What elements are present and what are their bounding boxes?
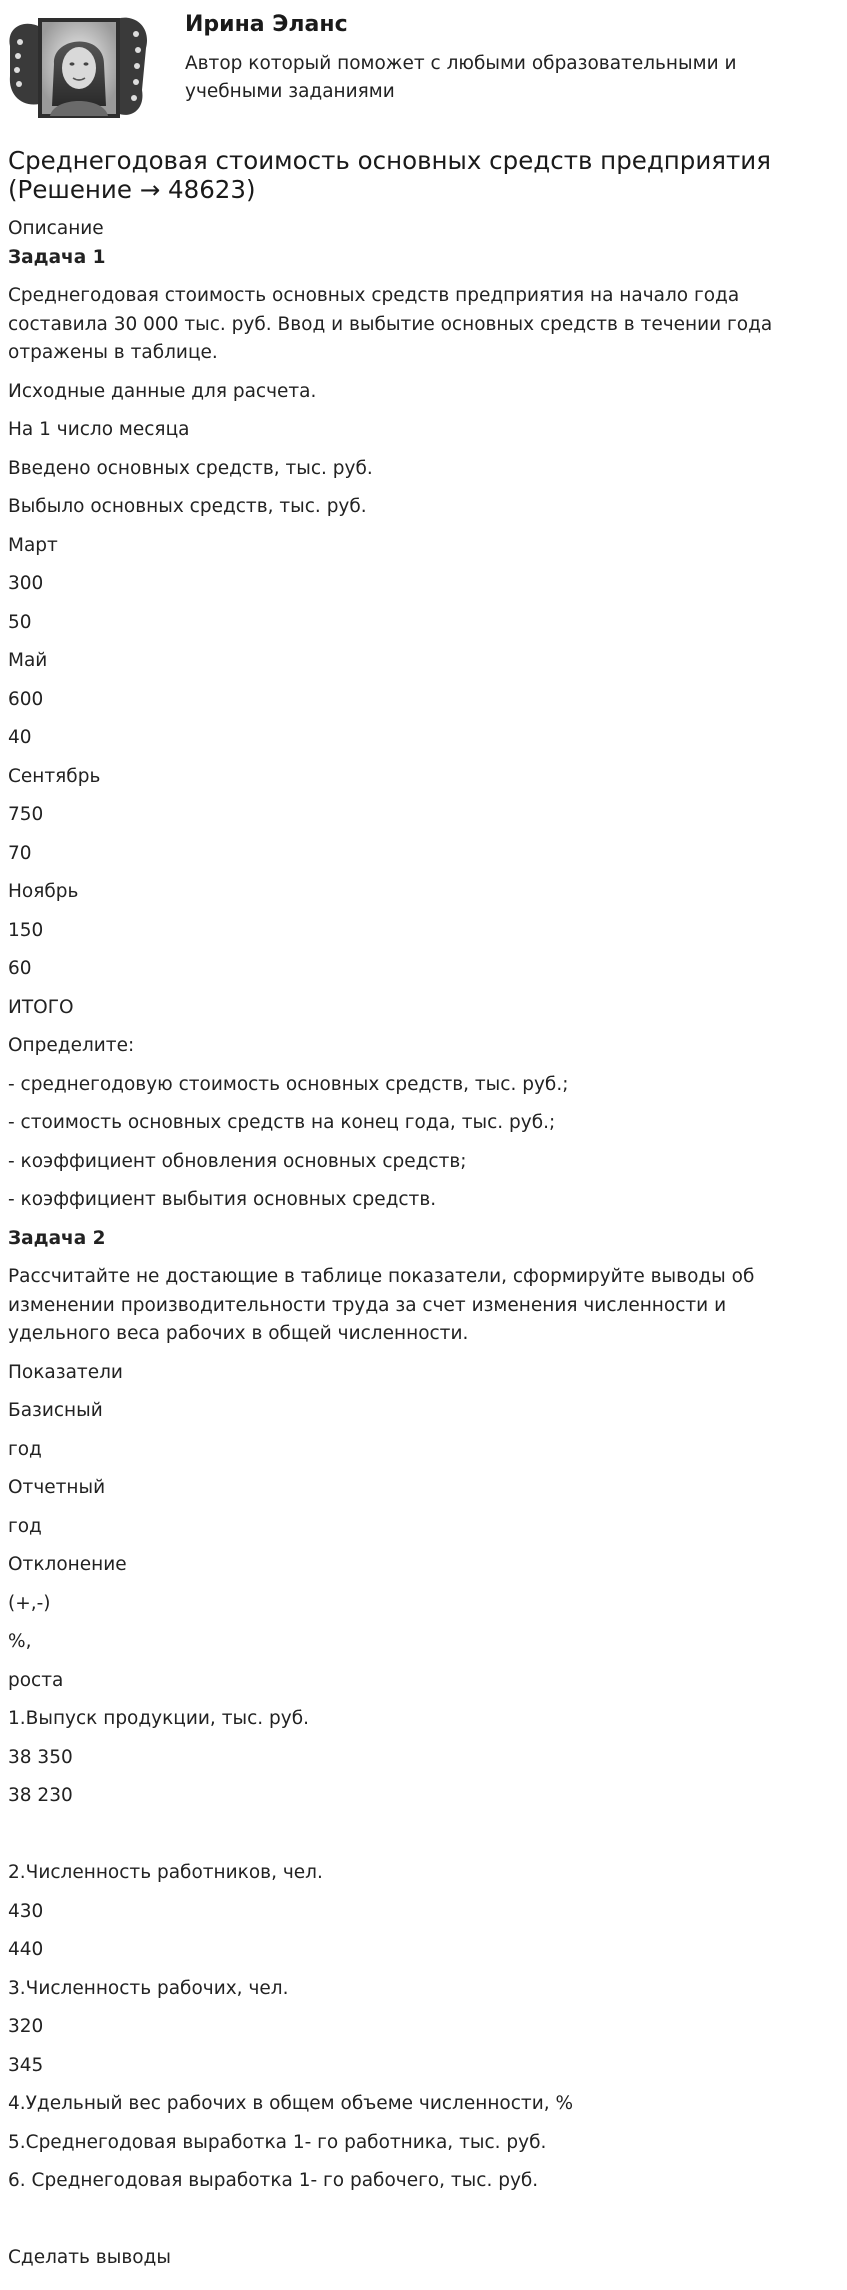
task1-lines bbox=[8, 378, 828, 1215]
task2-line: 2.Численность работников, чел. bbox=[8, 1862, 323, 1883]
task2-line: Показатели bbox=[8, 1361, 123, 1383]
task1-line: Ноябрь bbox=[8, 881, 79, 902]
task1-line: - коэффициент выбытия основных средств. bbox=[8, 1189, 437, 1210]
task1-line: Исходные данные для расчета. bbox=[8, 380, 317, 402]
task1-line: 150 bbox=[8, 919, 44, 941]
task1-line: Март bbox=[8, 534, 58, 556]
task1-line: 300 bbox=[8, 573, 44, 594]
author-description: Автор который поможет с любыми образовательными и учебными заданиями bbox=[185, 53, 737, 102]
author-name[interactable]: Ирина Эланс bbox=[185, 12, 348, 37]
task2-lines bbox=[8, 1359, 828, 2273]
task2-line: 4.Удельный вес рабочих в общем объеме численности, % bbox=[8, 2093, 574, 2114]
task1-line: ИТОГО bbox=[8, 996, 74, 1018]
task2-line: Отчетный bbox=[8, 1477, 106, 1498]
task2-line: Сделать выводы bbox=[8, 2247, 171, 2268]
task1-line: 40 bbox=[8, 727, 32, 748]
task1-line: Введено основных средств, тыс. руб. bbox=[8, 457, 373, 479]
task1-line: 70 bbox=[8, 842, 32, 864]
task2-line bbox=[8, 2206, 828, 2235]
avatar-filmstrip-frame bbox=[6, 6, 152, 126]
task2-line: (+,-) bbox=[8, 1592, 51, 1614]
task2-line: 345 bbox=[8, 2054, 44, 2076]
task1-line: - среднегодовую стоимость основных средств, тыс. руб.; bbox=[8, 1073, 569, 1095]
task2-line bbox=[8, 1821, 828, 1850]
task1-line: Определите: bbox=[8, 1035, 135, 1056]
task2-line: Отклонение bbox=[8, 1554, 127, 1575]
task2-line: 1.Выпуск продукции, тыс. руб. bbox=[8, 1708, 309, 1729]
task2-line: 320 bbox=[8, 2016, 44, 2037]
task2-line: роста bbox=[8, 1669, 64, 1691]
task1-intro: Среднегодовая стоимость основных средств предприятия на начало года составила 30 000 тыс. руб. Ввод и выбытие основных средств в течении года отражены в таблице. bbox=[8, 285, 773, 363]
task2-line: год bbox=[8, 1515, 42, 1537]
task2-line: 38 230 bbox=[8, 1785, 73, 1806]
task2-line: %, bbox=[8, 1631, 32, 1652]
task2-line: Базисный bbox=[8, 1400, 103, 1421]
task2-line: 3.Численность рабочих, чел. bbox=[8, 1977, 289, 1999]
task1-line: Выбыло основных средств, тыс. руб. bbox=[8, 496, 367, 517]
task1-line: - коэффициент обновления основных средств; bbox=[8, 1150, 467, 1172]
author-avatar[interactable] bbox=[6, 6, 152, 126]
task2-intro: Рассчитайте не достающие в таблице показатели, сформируйте выводы об изменении производительности труда за счет изменения численности и удельного веса рабочих в общей численности. bbox=[8, 1266, 755, 1344]
task2-line: 5.Среднегодовая выработка 1- го работника, тыс. руб. bbox=[8, 2131, 547, 2153]
description-label: Описание bbox=[8, 218, 104, 239]
task1-line: 50 bbox=[8, 611, 32, 633]
task1-line: 750 bbox=[8, 804, 44, 825]
task2-line: 440 bbox=[8, 1939, 44, 1960]
task1-line: Май bbox=[8, 650, 48, 671]
task2-line: 430 bbox=[8, 1900, 44, 1922]
task1-line: - стоимость основных средств на конец года, тыс. руб.; bbox=[8, 1112, 556, 1133]
page-title: Среднегодовая стоимость основных средств предприятия (Решение → 48623) bbox=[8, 146, 771, 204]
task1-line: На 1 число месяца bbox=[8, 419, 190, 440]
task1-line: 60 bbox=[8, 958, 32, 979]
task1-heading: Задача 1 bbox=[8, 246, 106, 268]
task2-line: 6. Среднегодовая выработка 1- го рабочего, тыс. руб. bbox=[8, 2170, 539, 2191]
author-card bbox=[0, 0, 847, 140]
task2-line: год bbox=[8, 1438, 42, 1460]
task-content bbox=[8, 215, 828, 2283]
task1-line: 600 bbox=[8, 688, 44, 710]
task2-heading: Задача 2 bbox=[8, 1227, 106, 1249]
task2-line: 38 350 bbox=[8, 1746, 73, 1768]
task1-line: Сентябрь bbox=[8, 765, 101, 787]
